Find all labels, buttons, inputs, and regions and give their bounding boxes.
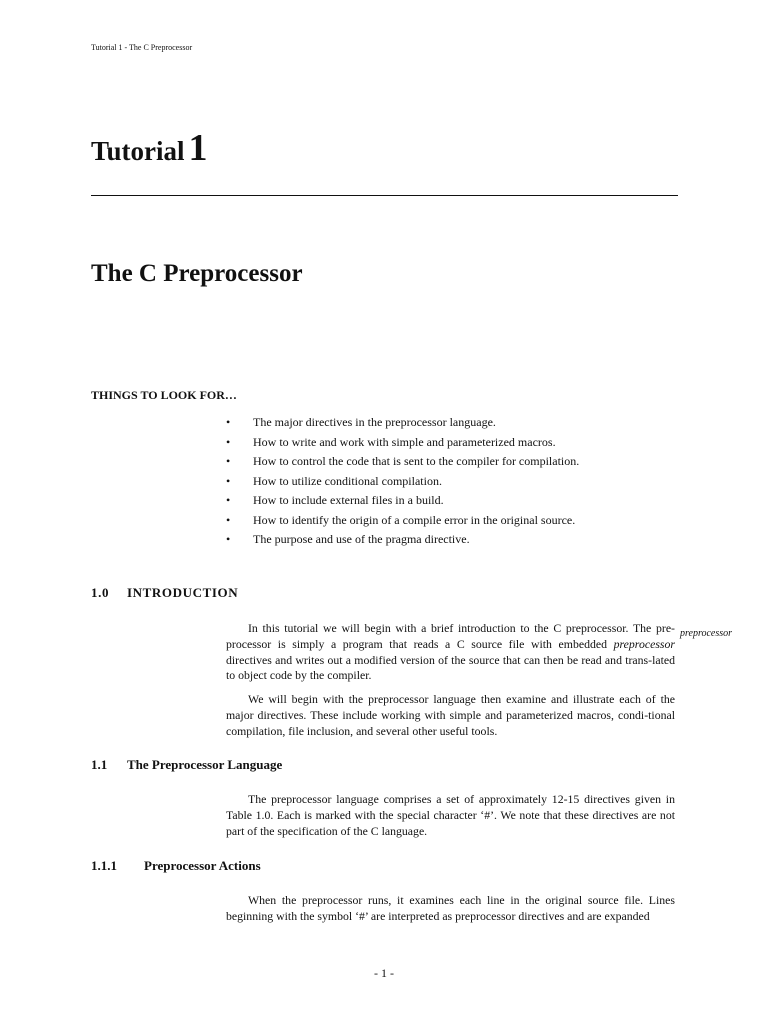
list-item: [226, 452, 686, 472]
bullet-icon: •: [226, 473, 231, 488]
tutorial-word: Tutorial: [91, 136, 185, 166]
section-heading-preprocessor-language: [91, 757, 282, 773]
list-item: [226, 511, 686, 531]
intro-paragraph-1: [226, 621, 675, 684]
section-title: Preprocessor Actions: [144, 858, 261, 873]
title-rule: [91, 195, 678, 196]
emphasis-preprocessor: preprocessor: [613, 636, 675, 651]
section-heading-preprocessor-actions: [91, 858, 261, 874]
list-item: [226, 491, 686, 511]
list-item-text: How to write and work with simple and parameterized macros.: [253, 434, 556, 449]
list-item: [226, 413, 686, 433]
bullet-icon: •: [226, 493, 231, 507]
intro-paragraph-2: We will begin with the preprocessor language then examine and illustrate each of the major directives. These include working with simple and parameterized macros, condi-tional compilation, file inclusion, and several other useful tools.: [226, 692, 675, 738]
list-item-text: How to control the code that is sent to the compiler for compilation.: [253, 454, 580, 468]
bullet-icon: •: [226, 415, 231, 429]
page-number: - 1 -: [374, 966, 394, 980]
tutorial-title: [91, 126, 208, 170]
list-item: [226, 530, 686, 550]
actions-paragraph: When the preprocessor runs, it examines each line in the original source file. Lines beginning with the symbol ‘#’ are interpreted as preprocessor directives and are expanded: [226, 893, 675, 923]
list-item-text: The major directives in the preprocessor language.: [253, 415, 496, 429]
things-to-look-for-list: [226, 413, 686, 550]
chapter-title: The C Preprocessor: [91, 260, 303, 287]
margin-note: preprocessor: [680, 628, 733, 639]
list-item-text: How to include external files in a build.: [253, 493, 444, 507]
paragraph-text: directives and writes out a modified version of the source that can then be read and trans-lated to object code by the compiler.: [226, 652, 675, 683]
section-title: INTRODUCTION: [127, 585, 239, 600]
bullet-icon: •: [226, 434, 231, 449]
section-number: 1.1: [91, 757, 108, 772]
list-item-text: How to identify the origin of a compile error in the original source.: [253, 512, 576, 527]
paragraph-text: In this tutorial we will begin with a brief introduction to the C preprocessor. The pre-processor is simply a program that reads a C source file with embedded: [226, 621, 675, 651]
list-item-text: The purpose and use of the pragma directive.: [253, 532, 470, 546]
section-title: The Preprocessor Language: [127, 757, 283, 772]
running-head: Tutorial 1 - The C Preprocessor: [91, 43, 193, 52]
bullet-icon: •: [226, 512, 231, 527]
things-to-look-for-heading: THINGS TO LOOK FOR…: [91, 388, 237, 402]
tutorial-number: 1: [188, 127, 208, 169]
section-heading-introduction: [91, 585, 238, 601]
list-item: [226, 433, 686, 453]
list-item: [226, 472, 686, 492]
section-number: 1.0: [91, 585, 110, 600]
bullet-icon: •: [226, 532, 231, 546]
language-paragraph: The preprocessor language comprises a set of approximately 12-15 directives given in Table 1.0. Each is marked with the special character ‘#’. We note that these directives are not part of the specification of the C language.: [226, 792, 675, 838]
section-number: 1.1.1: [91, 858, 117, 873]
list-item-text: How to utilize conditional compilation.: [253, 473, 442, 488]
bullet-icon: •: [226, 454, 231, 468]
